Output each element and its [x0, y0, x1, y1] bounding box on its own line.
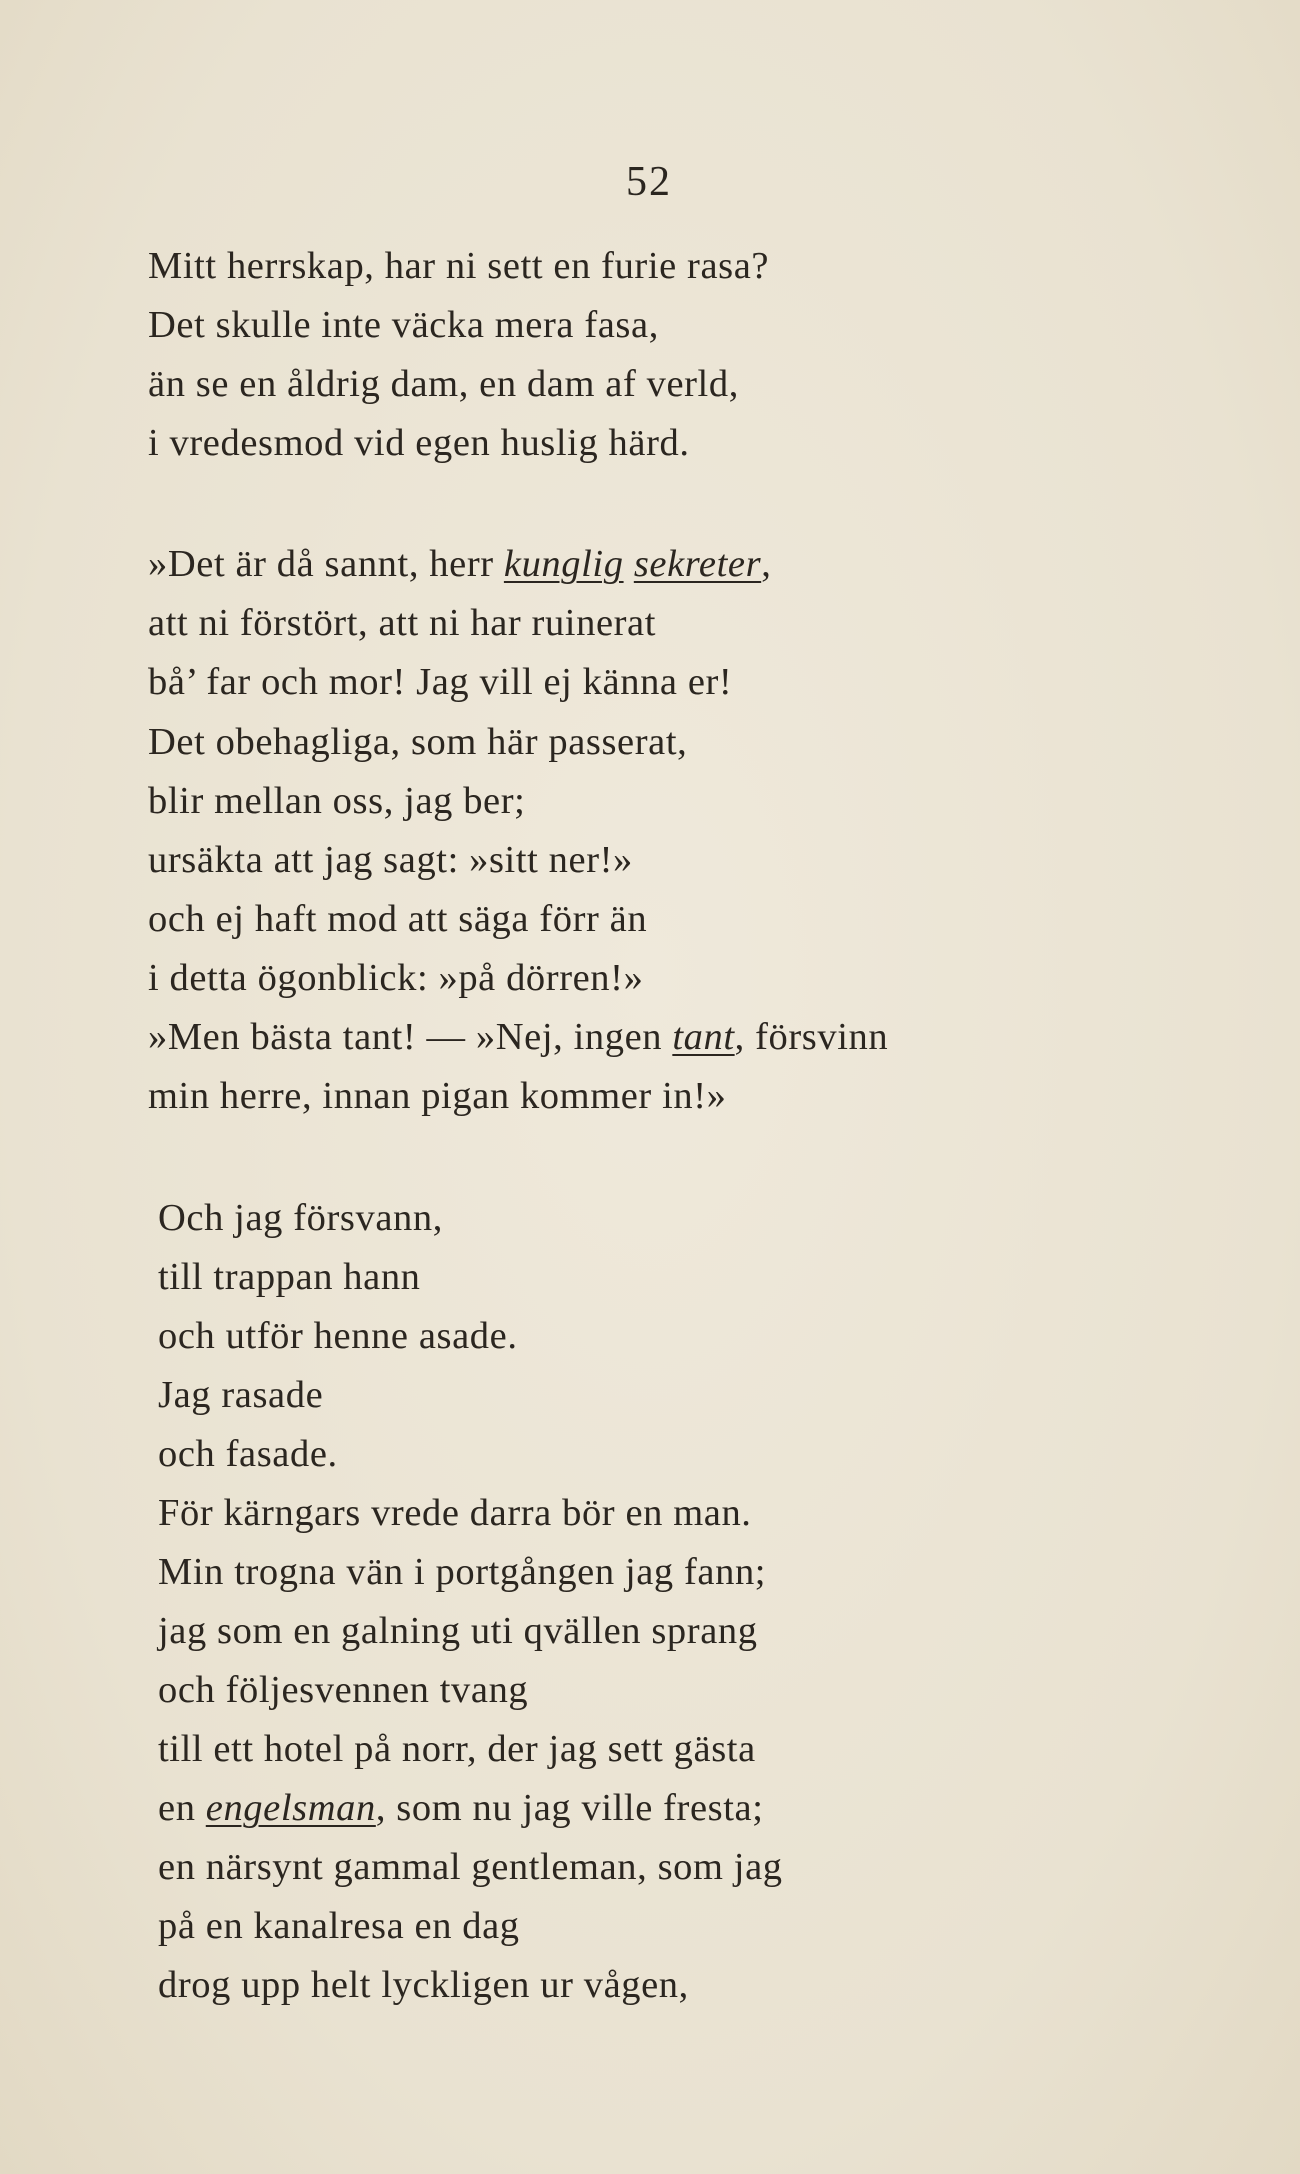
poem-line: och ej haft mod att säga förr än	[148, 898, 648, 940]
poem-line: Jag rasade	[158, 1374, 324, 1416]
italic-word: engelsman	[205, 1787, 376, 1829]
poem-line: till trappan hann	[158, 1256, 421, 1298]
poem-line: Min trogna vän i portgången jag fann;	[158, 1551, 767, 1593]
poem-line: »Det är då sannt, herr kunglig sekreter,	[148, 543, 772, 585]
poem-line: på en kanalresa en dag	[158, 1905, 520, 1947]
italic-word: sekreter	[633, 543, 762, 585]
poem-line: Det obehagliga, som här passerat,	[148, 721, 688, 763]
poem-line: För kärngars vrede darra bör en man.	[158, 1492, 752, 1534]
poem-line: Mitt herrskap, har ni sett en furie rasa?	[148, 245, 770, 287]
poem-line: en engelsman, som nu jag ville fresta;	[158, 1787, 764, 1829]
poem-line: till ett hotel på norr, der jag sett gästa	[158, 1728, 756, 1770]
poem-line: »Men bästa tant! — »Nej, ingen tant, försvinn	[148, 1016, 889, 1058]
poem-line: Och jag försvann,	[158, 1197, 443, 1239]
poem-line: och fasade.	[158, 1433, 338, 1475]
poem-line: min herre, innan pigan kommer in!»	[148, 1075, 727, 1117]
italic-word: kunglig	[503, 543, 624, 585]
poem-line: jag som en galning uti qvällen sprang	[158, 1610, 758, 1652]
poem-line: ursäkta att jag sagt: »sitt ner!»	[148, 839, 633, 881]
poem-line: och utför henne asade.	[158, 1315, 518, 1357]
poem-line: än se en åldrig dam, en dam af verld,	[148, 363, 739, 405]
poem-line: drog upp helt lyckligen ur vågen,	[158, 1964, 689, 2006]
poem-line: Det skulle inte väcka mera fasa,	[148, 304, 659, 346]
poem-line: blir mellan oss, jag ber;	[148, 780, 526, 822]
poem-line: och följesvennen tvang	[158, 1669, 529, 1711]
poem-line: bå’ far och mor! Jag vill ej känna er!	[148, 661, 733, 703]
poem-line: i vredesmod vid egen huslig härd.	[148, 422, 690, 464]
poem-line: i detta ögonblick: »på dörren!»	[148, 957, 644, 999]
page-number: 52	[626, 159, 672, 205]
poem-line: att ni förstört, att ni har ruinerat	[148, 602, 657, 644]
poem-line: en närsynt gammal gentleman, som jag	[158, 1846, 783, 1888]
italic-word: tant	[672, 1016, 735, 1058]
